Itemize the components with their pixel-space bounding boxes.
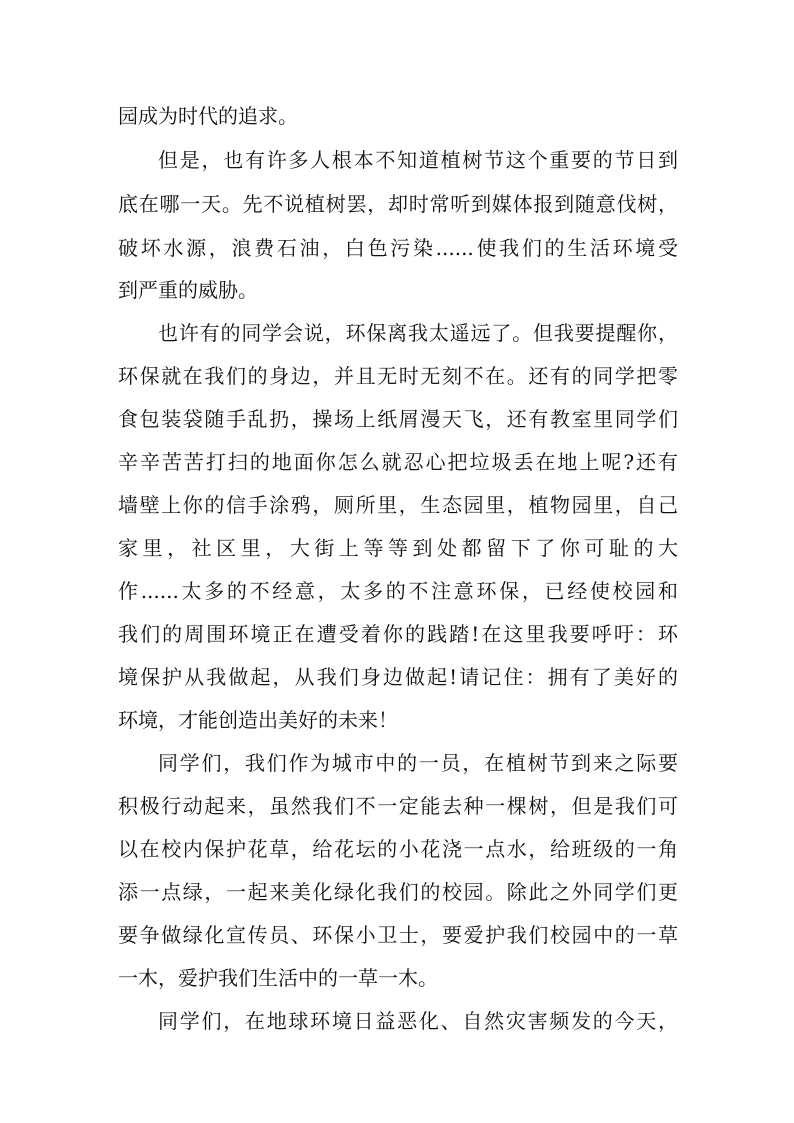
- text-line: 要争做绿化宣传员、环保小卫士，要爱护我们校园中的一草: [118, 923, 678, 947]
- text-line: 一木，爱护我们生活中的一草一木。: [118, 966, 438, 990]
- text-line: 以在校内保护花草，给花坛的小花浇一点水，给班级的一角: [118, 837, 678, 861]
- text-line: 家里，社区里，大街上等等到处都留下了你可耻的大: [118, 536, 678, 560]
- paragraph-first-line: 也许有的同学会说，环保离我太遥远了。但我要提醒你，: [158, 321, 678, 345]
- text-line: 环境，才能创造出美好的未来！: [118, 708, 398, 732]
- text-line: 境保护从我做起，从我们身边做起!请记住：拥有了美好的: [118, 665, 678, 689]
- text-line: 环保就在我们的身边，并且无时无刻不在。还有的同学把零: [118, 364, 678, 388]
- text-line: 辛辛苦苦打扫的地面你怎么就忍心把垃圾丢在地上呢?还有: [118, 450, 678, 474]
- text-line: 园成为时代的追求。: [118, 104, 298, 128]
- text-line: 墙壁上你的信手涂鸦，厕所里，生态园里，植物园里，自己: [118, 493, 678, 517]
- text-line: 添一点绿，一起来美化绿化我们的校园。除此之外同学们更: [118, 880, 678, 904]
- paragraph-first-line: 同学们，在地球环境日益恶化、自然灾害频发的今天，: [158, 1009, 678, 1033]
- text-line: 底在哪一天。先不说植树罢，却时常听到媒体报到随意伐树，: [118, 192, 678, 216]
- text-line: 我们的周围环境正在遭受着你的践踏!在这里我要呼吁：环: [118, 622, 678, 646]
- text-line: 到严重的威胁。: [118, 278, 258, 302]
- paragraph-first-line: 同学们，我们作为城市中的一员，在植树节到来之际要: [158, 751, 678, 775]
- text-line: 积极行动起来，虽然我们不一定能去种一棵树，但是我们可: [118, 794, 678, 818]
- text-line: 作......太多的不经意，太多的不注意环保，已经使校园和: [118, 579, 678, 603]
- text-line: 破坏水源，浪费石油，白色污染......使我们的生活环境受: [118, 236, 678, 260]
- paragraph-first-line: 但是，也有许多人根本不知道植树节这个重要的节日到: [158, 148, 678, 172]
- text-line: 食包装袋随手乱扔，操场上纸屑漫天飞，还有教室里同学们: [118, 407, 678, 431]
